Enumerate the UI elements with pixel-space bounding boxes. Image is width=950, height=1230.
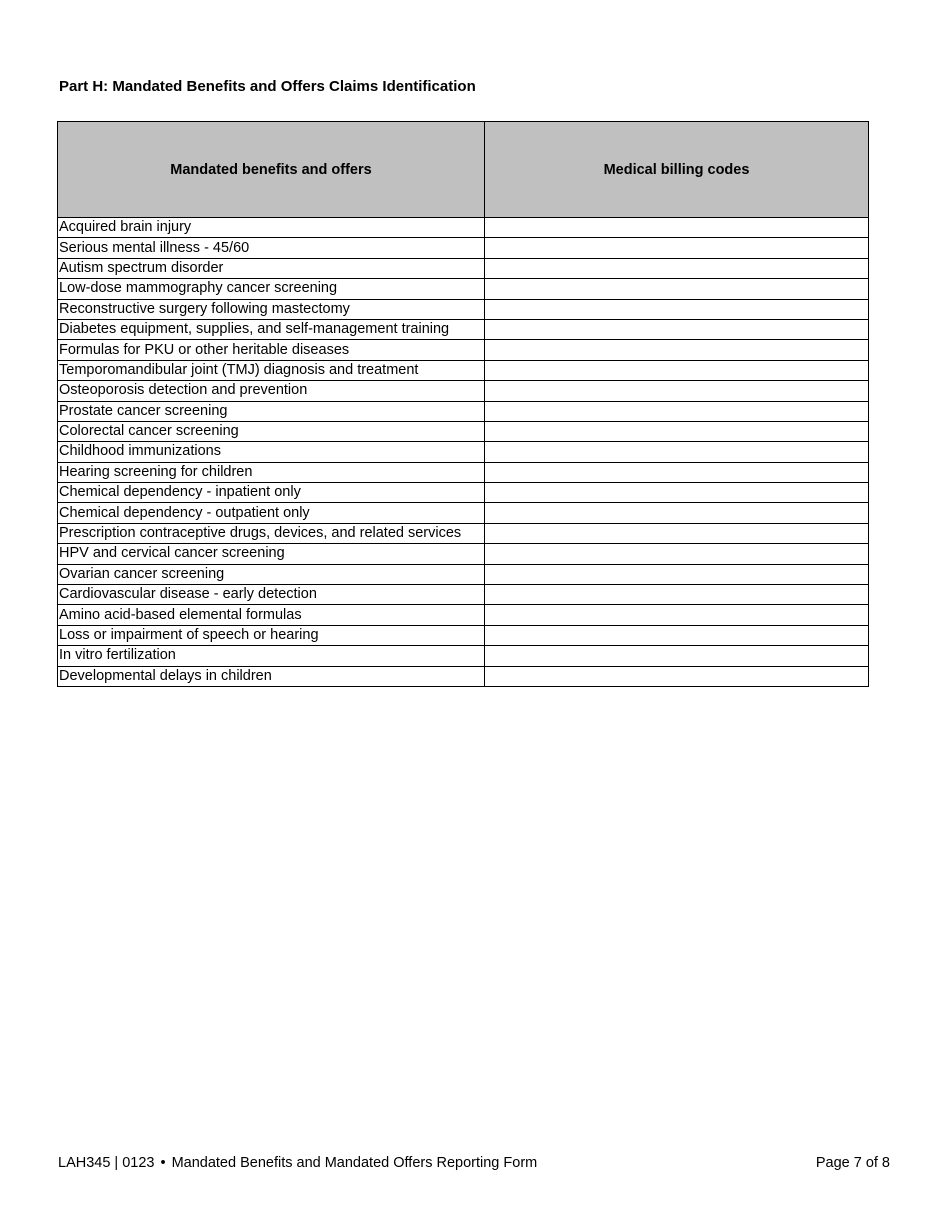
benefit-cell: Autism spectrum disorder: [58, 258, 485, 278]
benefit-cell: Prescription contraceptive drugs, devices, and related services: [58, 523, 485, 543]
billing-codes-cell[interactable]: [485, 401, 869, 421]
table-row: [58, 462, 869, 482]
billing-codes-cell[interactable]: [485, 605, 869, 625]
billing-codes-cell[interactable]: [485, 279, 869, 299]
billing-codes-cell[interactable]: [485, 340, 869, 360]
benefit-cell: Prostate cancer screening: [58, 401, 485, 421]
part-title: Part H: Mandated Benefits and Offers Claims Identification: [59, 78, 476, 95]
benefit-cell: Low-dose mammography cancer screening: [58, 279, 485, 299]
footer-form-info: [58, 1153, 537, 1173]
billing-codes-cell[interactable]: [485, 299, 869, 319]
footer-separator: •: [160, 1155, 166, 1171]
billing-codes-cell[interactable]: [485, 585, 869, 605]
table-row: [58, 299, 869, 319]
table-row: [58, 442, 869, 462]
benefit-cell: HPV and cervical cancer screening: [58, 544, 485, 564]
table-row: [58, 544, 869, 564]
benefit-cell: Developmental delays in children: [58, 666, 485, 686]
table-row: [58, 605, 869, 625]
billing-codes-cell[interactable]: [485, 319, 869, 339]
claims-identification-table: [57, 121, 869, 687]
table-row: [58, 523, 869, 543]
footer-form-title: Mandated Benefits and Mandated Offers Reporting Form: [171, 1155, 538, 1171]
benefit-cell: Formulas for PKU or other heritable diseases: [58, 340, 485, 360]
billing-codes-cell[interactable]: [485, 564, 869, 584]
table-row: [58, 564, 869, 584]
billing-codes-cell[interactable]: [485, 483, 869, 503]
table-row: [58, 401, 869, 421]
column-header-billing-codes: Medical billing codes: [485, 122, 869, 218]
table-row: [58, 258, 869, 278]
benefit-cell: Serious mental illness - 45/60: [58, 238, 485, 258]
table-row: [58, 666, 869, 686]
table-row: [58, 340, 869, 360]
table-row: [58, 381, 869, 401]
table-row: [58, 279, 869, 299]
table-row: [58, 218, 869, 238]
table-body: [58, 218, 869, 687]
table-row: [58, 585, 869, 605]
billing-codes-cell[interactable]: [485, 381, 869, 401]
table-row: [58, 483, 869, 503]
billing-codes-cell[interactable]: [485, 238, 869, 258]
table-row: [58, 625, 869, 645]
benefit-cell: Chemical dependency - inpatient only: [58, 483, 485, 503]
billing-codes-cell[interactable]: [485, 666, 869, 686]
table-header-row: [58, 122, 869, 218]
billing-codes-cell[interactable]: [485, 523, 869, 543]
benefit-cell: Colorectal cancer screening: [58, 421, 485, 441]
table-row: [58, 503, 869, 523]
billing-codes-cell[interactable]: [485, 544, 869, 564]
benefit-cell: Temporomandibular joint (TMJ) diagnosis and treatment: [58, 360, 485, 380]
benefit-cell: Reconstructive surgery following mastectomy: [58, 299, 485, 319]
table-row: [58, 421, 869, 441]
benefit-cell: Diabetes equipment, supplies, and self-management training: [58, 319, 485, 339]
benefit-cell: In vitro fertilization: [58, 646, 485, 666]
benefit-cell: Childhood immunizations: [58, 442, 485, 462]
billing-codes-cell[interactable]: [485, 503, 869, 523]
billing-codes-cell[interactable]: [485, 625, 869, 645]
benefit-cell: Osteoporosis detection and prevention: [58, 381, 485, 401]
column-header-benefits: Mandated benefits and offers: [58, 122, 485, 218]
footer-page-number: Page 7 of 8: [815, 1155, 890, 1171]
benefit-cell: Chemical dependency - outpatient only: [58, 503, 485, 523]
billing-codes-cell[interactable]: [485, 218, 869, 238]
benefit-cell: Acquired brain injury: [58, 218, 485, 238]
benefit-cell: Cardiovascular disease - early detection: [58, 585, 485, 605]
billing-codes-cell[interactable]: [485, 360, 869, 380]
footer-form-code: LAH345 | 0123: [58, 1155, 155, 1171]
table-row: [58, 238, 869, 258]
billing-codes-cell[interactable]: [485, 421, 869, 441]
benefit-cell: Ovarian cancer screening: [58, 564, 485, 584]
table-row: [58, 360, 869, 380]
billing-codes-cell[interactable]: [485, 442, 869, 462]
billing-codes-cell[interactable]: [485, 462, 869, 482]
benefit-cell: Amino acid-based elemental formulas: [58, 605, 485, 625]
billing-codes-cell[interactable]: [485, 646, 869, 666]
table-row: [58, 319, 869, 339]
billing-codes-cell[interactable]: [485, 258, 869, 278]
table-row: [58, 646, 869, 666]
benefit-cell: Hearing screening for children: [58, 462, 485, 482]
benefit-cell: Loss or impairment of speech or hearing: [58, 625, 485, 645]
